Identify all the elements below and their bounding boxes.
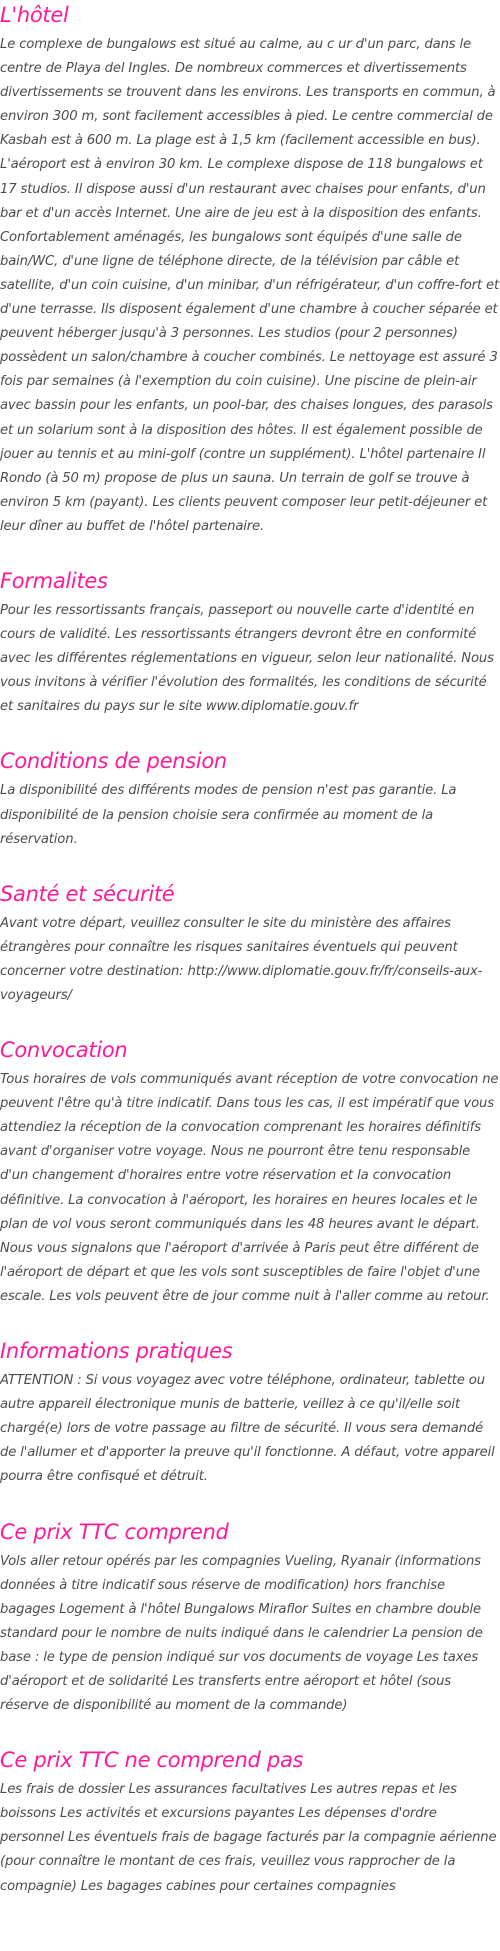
section-hotel (0, 0, 500, 539)
section-body: ATTENTION : Si vous voyagez avec votre téléphone, ordinateur, tablette ou autre appareil électronique munis de batterie, veillez à ce qu'il/elle soit chargé(e) lors de votre passage au filtre de sécurité. Il vous sera demandé de l'allumer et d'apporter la preuve qu'il fonctionne. A défaut, votre appareil pourra être confisqué et détruit. (0, 1373, 495, 1485)
section-informations-pratiques (0, 1336, 500, 1489)
section-title: Conditions de pension (0, 749, 227, 774)
section-formalites (0, 566, 500, 719)
section-convocation (0, 1035, 500, 1309)
section-sante-et-securite (0, 879, 500, 1008)
section-body: Vols aller retour opérés par les compagnies Vueling, Ryanair (informations données à titre indicatif sous réserve de modification) hors franchise bagages Logement à l'hôtel Bungalows Miraflor Suites en chambre double standard pour le nombre de nuits indiqué dans le calendrier La pension de base : le type de pension indiqué sur vos documents de voyage Les taxes d'aéroport et de solidarité Les transferts entre aéroport et hôtel (sous réserve de disponibilité au moment de la commande) (0, 1553, 483, 1714)
section-title: Convocation (0, 1038, 128, 1063)
section-title: Ce prix TTC comprend (0, 1519, 229, 1544)
section-prix-comprend (0, 1517, 500, 1719)
section-title: Santé et sécurité (0, 881, 175, 906)
section-prix-ne-comprend-pas (0, 1745, 500, 1898)
section-body: Le complexe de bungalows est situé au calme, au c ur d'un parc, dans le centre de Playa del Ingles. De nombreux commerces et divertissements divertissements se trouvent dans les environs. Les transports en commun, à environ 300 m, sont facilement accessibles à pied. Le centre commercial de Kasbah est à 600 m. La plage est à 1,5 km (facilement accessible en bus). L'aéroport est à environ 30 km. Le complexe dispose de 118 bungalows et 17 studios. Il dispose aussi d'un restaurant avec chaises pour enfants, d'un bar et d'un accès Internet. Une aire de jeu est à la disposition des enfants. Confortablement aménagés, les bungalows sont équipés d'une salle de bain/WC, d'une ligne de téléphone directe, de la télévision par câble et satellite, d'un coin cuisine, d'un minibar, d'un réfrigérateur, d'un coffre-fort et d'une terrasse. Ils disposent également d'une chambre à coucher séparée et peuvent héberger jusqu'à 3 personnes. Les studios (pour 2 personnes) possèdent un salon/chambre à coucher combinés. Le nettoyage est assuré 3 fois par semaines (à l'exemption du coin cuisine). Une piscine de plein-air avec bassin pour les enfants, un pool-bar, des chaises longues, des parasols et un solarium sont à la disposition des hôtes. Il est également possible de jouer au tennis et au mini-golf (contre un supplément). L'hôtel partenaire Il Rondo (à 50 m) propose de plus un sauna. Un terrain de golf se trouve à environ 5 km (payant). Les clients peuvent composer leur petit-déjeuner et leur dîner au buffet de l'hôtel partenaire. (0, 37, 500, 534)
section-title: Informations pratiques (0, 1339, 233, 1364)
section-conditions-de-pension (0, 746, 500, 851)
section-title: Ce prix TTC ne comprend pas (0, 1748, 304, 1773)
section-body: Les frais de dossier Les assurances facultatives Les autres repas et les boissons Les activités et excursions payantes Les dépenses d'ordre personnel Les éventuels frais de bagage facturés par la compagnie aérienne (pour connaître le montant de ces frais, veuillez vous rapprocher de la compagnie) Les bagages cabines pour certaines compagnies (0, 1782, 497, 1894)
section-title: Formalites (0, 568, 108, 593)
section-title: L'hôtel (0, 3, 69, 27)
section-body: Avant votre départ, veuillez consulter le site du ministère des affaires étrangères pour connaître les risques sanitaires éventuels qui peuvent concerner votre destination: http://www.diplomatie.gouv.fr/fr/conseils-aux-voyageurs/ (0, 915, 483, 1003)
section-body: Pour les ressortissants français, passeport ou nouvelle carte d'identité en cours de validité. Les ressortissants étrangers devront être en conformité avec les différentes réglementations en vigueur, selon leur nationalité. Nous vous invitons à vérifier l'évolution des formalités, les conditions de sécurité et sanitaires du pays sur le site www.diplomatie.gouv.fr (0, 602, 494, 715)
section-body: La disponibilité des différents modes de pension n'est pas garantie. La disponibilité de la pension choisie sera confirmée au moment de la réservation. (0, 783, 457, 847)
section-body: Tous horaires de vols communiqués avant réception de votre convocation ne peuvent l'être qu'à titre indicatif. Dans tous les cas, il est impératif que vous attendiez la réception de la convocation comprenant les horaires définitifs avant d'organiser votre voyage. Nous ne pourront être tenu responsable d'un changement d'horaires entre votre réservation et la convocation définitive. La convocation à l'aéroport, les horaires en heures locales et le plan de vol vous seront communiqués dans les 48 heures avant le départ. Nous vous signalons que l'aéroport d'arrivée à Paris peut être différent de l'aéroport de départ et que les vols sont susceptibles de faire l'objet d'une escale. Les vols peuvent être de jour comme nuit à l'aller comme au retour. (0, 1072, 499, 1304)
